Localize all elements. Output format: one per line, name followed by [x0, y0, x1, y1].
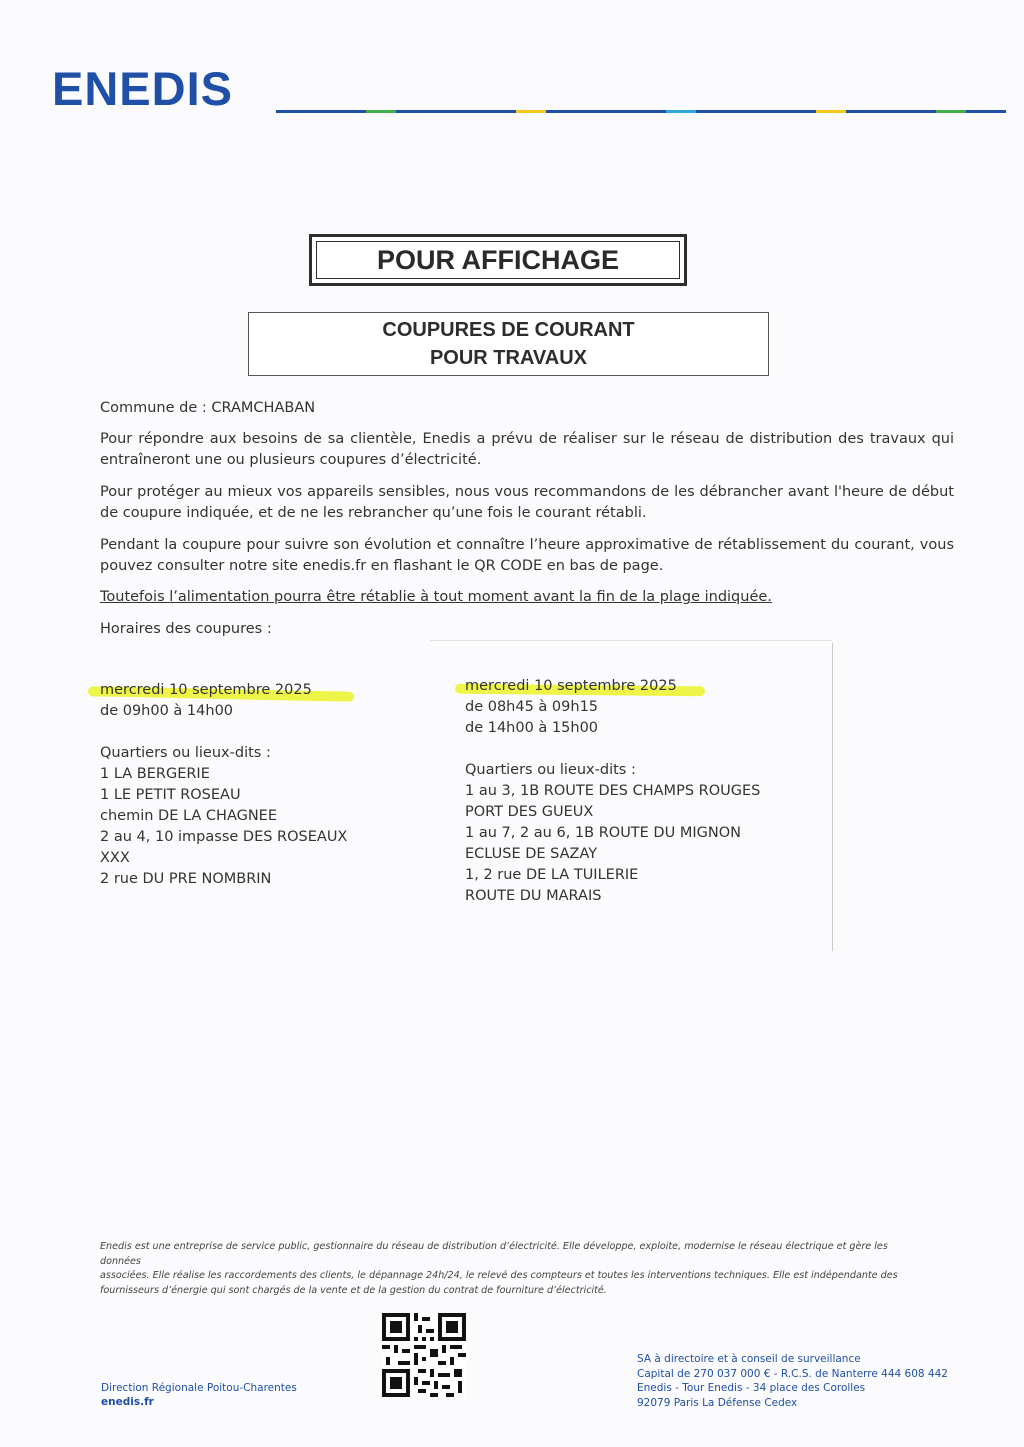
subtitle-line-2: POUR TRAVAUX	[429, 347, 588, 369]
outage-column-2	[465, 676, 760, 907]
place-item: 1 LE PETIT ROSEAU	[100, 787, 241, 803]
divider-accent-yellow	[516, 110, 546, 113]
place-item: ECLUSE DE SAZAY	[465, 846, 598, 862]
outage-date-highlight: mercredi 10 septembre 2025	[100, 680, 312, 701]
website-link[interactable]: enedis.fr	[101, 1396, 154, 1408]
qr-code-svg	[382, 1313, 466, 1397]
pour-affichage-box	[309, 234, 687, 286]
regional-direction	[101, 1381, 297, 1409]
place-item: 1, 2 rue DE LA TUILERIE	[465, 867, 639, 883]
place-item: chemin DE LA CHAGNEE	[100, 808, 278, 824]
company-line-4: 92079 Paris La Défense Cedex	[637, 1396, 798, 1409]
places-label: Quartiers ou lieux-dits :	[100, 745, 271, 761]
outage-time: de 09h00 à 14h00	[100, 703, 234, 719]
places-label: Quartiers ou lieux-dits :	[465, 762, 636, 778]
paragraph-intro: Pour répondre aux besoins de sa clientèle, Enedis a prévu de réaliser sur le réseau de distribution des travaux qui entraîneront une ou plusieurs coupures d’électricité.	[100, 431, 954, 468]
divider-accent-green	[366, 110, 396, 113]
place-item: 2 rue DU PRE NOMBRIN	[100, 871, 272, 887]
coupures-box	[248, 312, 769, 376]
table-top-line	[430, 640, 832, 641]
place-item: 1 LA BERGERIE	[100, 766, 210, 782]
qr-code-icon[interactable]	[382, 1313, 466, 1397]
logo-wordmark: ENEDIS	[52, 62, 233, 115]
company-line-2: Capital de 270 037 000 € - R.C.S. de Nanterre 444 608 442	[637, 1367, 948, 1380]
spacer	[100, 722, 347, 743]
paragraph-follow: Pendant la coupure pour suivre son évolution et connaître l’heure approximative de rétablissement du courant, vous pouvez consulter notre site enedis.fr en flashant le QR CODE en bas de page.	[100, 537, 954, 574]
company-line-3: Enedis - Tour Enedis - 34 place des Corolles	[637, 1382, 866, 1395]
horaires-label: Horaires des coupures :	[100, 621, 272, 637]
divider-accent-yellow-2	[816, 110, 846, 113]
company-line-1: SA à directoire et à conseil de surveillance	[637, 1353, 861, 1365]
legal-notice	[100, 1240, 930, 1298]
spacer	[465, 739, 760, 760]
enedis-logo	[52, 62, 233, 116]
paragraph-protect: Pour protéger au mieux vos appareils sensibles, nous vous recommandons de les débrancher avant l'heure de début de coupure indiquée, et de ne les rebrancher qu’une fois le courant rétabli.	[100, 484, 954, 521]
subtitle-line-1: COUPURES DE COURANT	[382, 319, 635, 341]
legal-line-3: fournisseurs d’énergie qui sont chargés de la vente et de la gestion du contrat de fourniture d’électricité.	[100, 1284, 607, 1296]
outage-date-highlight: mercredi 10 septembre 2025	[465, 676, 677, 697]
notice-title: POUR AFFICHAGE	[316, 241, 680, 279]
outage-time: de 14h00 à 15h00	[465, 720, 599, 736]
table-right-line	[832, 643, 833, 951]
legal-line-2: associées. Elle réalise les raccordements des clients, le dépannage 24h/24, le relevé des compteurs et toutes les interventions techniques. Elle est indépendante des	[100, 1270, 898, 1281]
logo-divider-svg	[276, 110, 1006, 113]
outage-column-1	[100, 680, 347, 890]
paragraph-warning: Toutefois l’alimentation pourra être rétablie à tout moment avant la fin de la plage indiquée.	[100, 589, 772, 605]
place-item: 1 au 7, 2 au 6, 1B ROUTE DU MIGNON	[465, 825, 741, 841]
company-info	[637, 1352, 948, 1410]
outage-date	[100, 680, 347, 701]
outage-time: de 08h45 à 09h15	[465, 699, 599, 715]
divider-accent-cyan	[666, 110, 696, 113]
legal-line-1: Enedis est une entreprise de service public, gestionnaire du réseau de distribution d’électricité. Elle développe, exploite, modernise le réseau électrique et gère les données	[100, 1241, 888, 1267]
place-item: 1 au 3, 1B ROUTE DES CHAMPS ROUGES	[465, 783, 761, 799]
divider-accent-green-2	[936, 110, 966, 113]
place-item: XXX	[100, 850, 130, 866]
place-item: PORT DES GUEUX	[465, 804, 594, 820]
outage-date	[465, 676, 760, 697]
place-item: 2 au 4, 10 impasse DES ROSEAUX	[100, 829, 348, 845]
direction-label: Direction Régionale Poitou-Charentes	[101, 1382, 297, 1394]
place-item: ROUTE DU MARAIS	[465, 888, 602, 904]
logo-divider-line	[276, 110, 1006, 113]
commune-label: Commune de : CRAMCHABAN	[100, 400, 316, 416]
